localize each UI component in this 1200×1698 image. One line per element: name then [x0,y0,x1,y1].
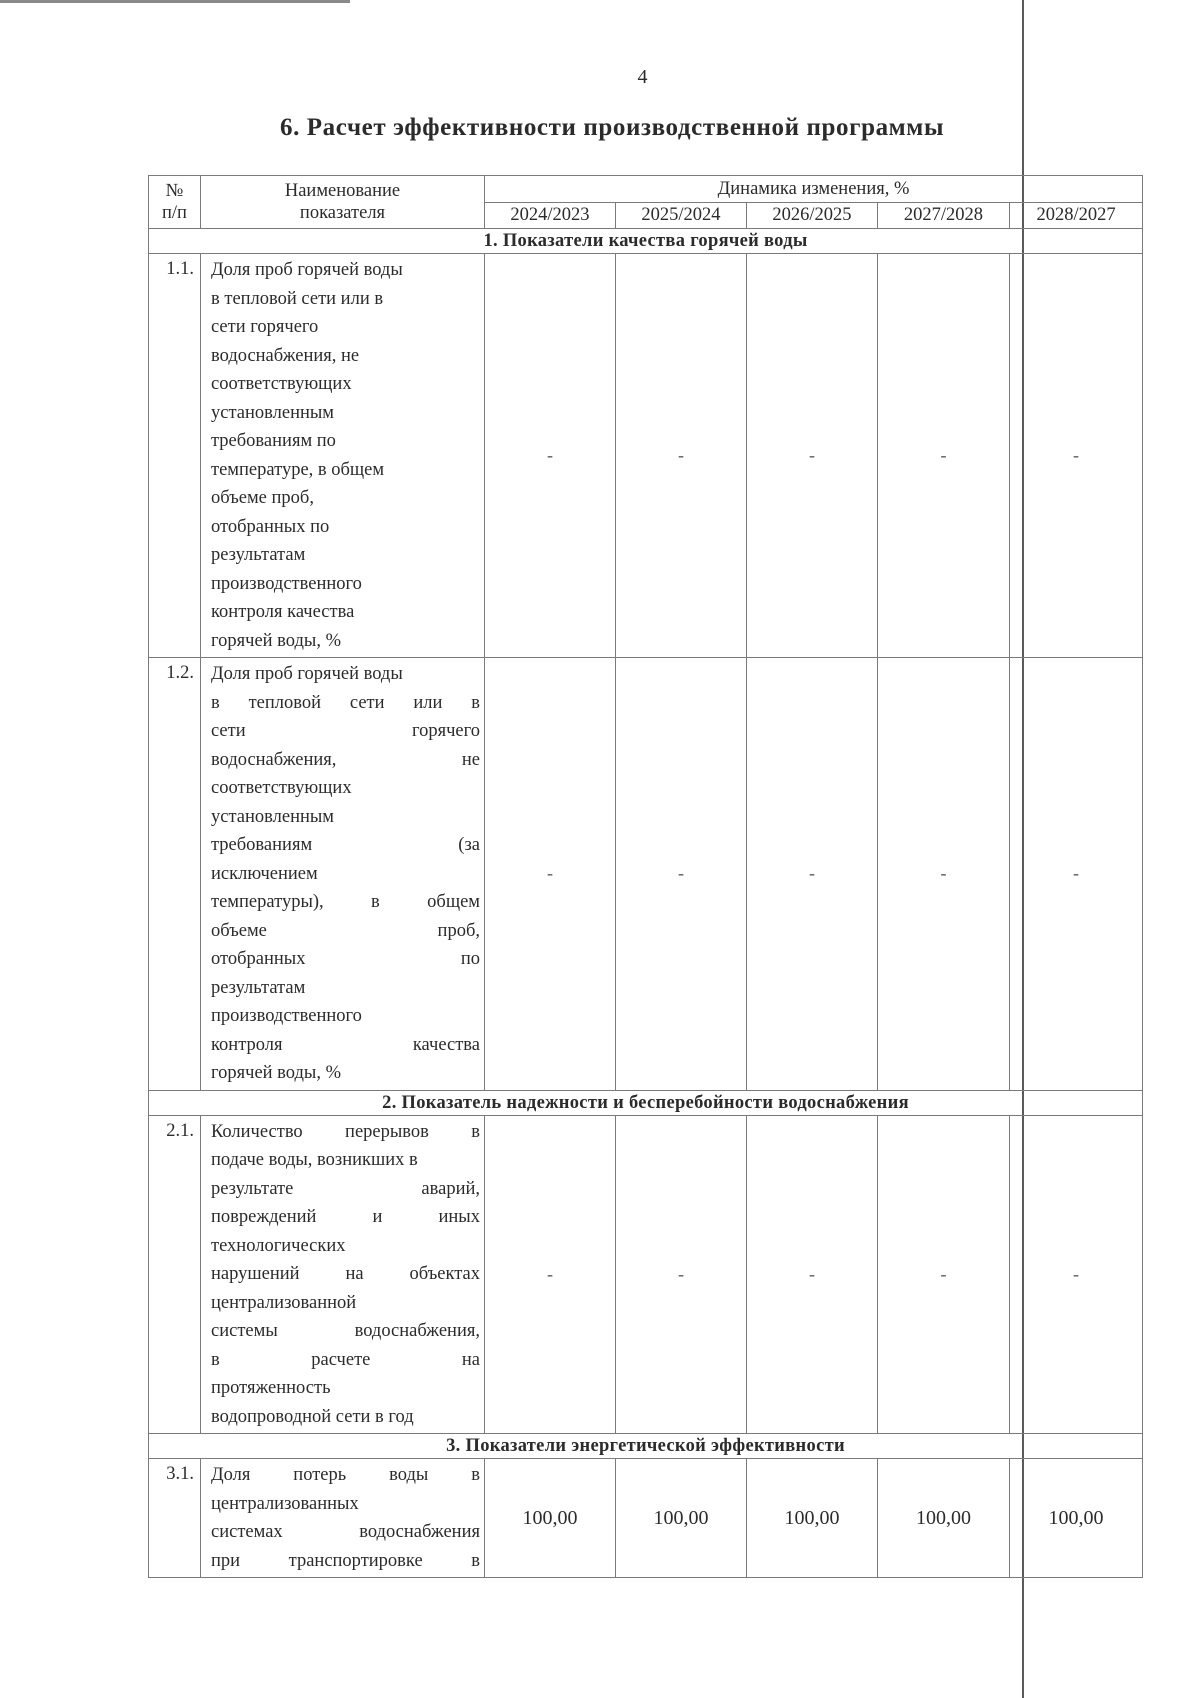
name-line: сети горячего [211,721,480,741]
value-cell: - [878,658,1010,1091]
name-line: протяженность [211,1378,331,1398]
section-row [149,1434,1143,1459]
name-line: требованиям по [211,431,336,451]
name-line: результате аварий, [211,1178,480,1199]
name-line: результатам [211,977,306,998]
name-line: объеме проб, [211,488,314,508]
value-cell: - [747,658,878,1091]
name-line: Доля потерь воды в [211,1465,480,1485]
row-number: 1.1. [149,254,201,658]
page-number: 4 [637,66,648,88]
value-cell: - [1010,658,1143,1091]
name-line: водоснабжения, не [211,749,480,770]
name-line: отобранных по [211,949,480,969]
indicator-name [201,1115,485,1434]
year-header: 2028/2027 [1010,203,1143,229]
name-line: водопроводной сети в год [211,1406,414,1427]
name-line: централизованных [211,1493,359,1514]
name-line: Доля проб горячей воды [211,260,403,280]
section-row [149,229,1143,254]
name-line: системах водоснабжения [211,1522,480,1542]
name-line: соответствующих [211,778,352,798]
name-line: контроля качества [211,1034,480,1055]
header-name-cell [201,176,485,229]
section-title: 2. Показатель надежности и бесперебойности водоснабжения [149,1090,1143,1115]
indicator-name [201,1459,485,1578]
year-header: 2024/2023 [485,203,616,229]
name-line: температуры), в общем [211,892,480,912]
value-cell: 100,00 [747,1459,878,1578]
value-cell: - [485,658,616,1091]
section-title: 3. Показатели энергетической эффективности [149,1434,1143,1459]
name-line: Количество перерывов в [211,1121,480,1142]
row-number: 1.2. [149,658,201,1091]
name-line: повреждений и иных [211,1207,480,1227]
header-num-cell [149,176,201,229]
name-line: объеме проб, [211,920,480,941]
value-cell: - [616,658,747,1091]
indicator-name [201,254,485,658]
name-line: результатам [211,545,306,565]
value-cell: - [747,1115,878,1434]
header-num-line1: № [165,181,184,201]
name-line: сети горячего [211,317,319,337]
value-cell: 100,00 [616,1459,747,1578]
value-cell: 100,00 [1010,1459,1143,1578]
value-cell: - [616,254,747,658]
name-line: производственного [211,573,362,594]
table-row [149,1459,1143,1578]
value-cell: - [616,1115,747,1434]
year-header: 2026/2025 [747,203,878,229]
table-row [149,1115,1143,1434]
value-cell: - [1010,1115,1143,1434]
value-cell: 100,00 [878,1459,1010,1578]
name-line: отобранных по [211,516,330,537]
name-line: в тепловой сети или в [211,288,384,309]
name-line: при транспортировке в [211,1550,480,1571]
name-line: Доля проб горячей воды [211,664,403,684]
name-line: контроля качества [211,602,355,622]
name-line: исключением [211,863,318,884]
name-line: производственного [211,1006,362,1026]
table-header-row [149,176,1143,203]
name-line: нарушений на объектах [211,1264,480,1284]
name-line: централизованной [211,1292,357,1313]
value-cell: - [485,254,616,658]
name-line: подаче воды, возникших в [211,1150,418,1170]
name-line: системы водоснабжения, [211,1321,480,1341]
section-row [149,1090,1143,1115]
name-line: технологических [211,1235,346,1256]
section-title: 1. Показатели качества горячей воды [149,229,1143,254]
name-line: требованиям (за [211,835,480,855]
table-row [149,658,1143,1091]
efficiency-table [148,175,1143,1578]
value-cell: - [1010,254,1143,658]
value-cell: - [878,254,1010,658]
row-number: 2.1. [149,1115,201,1434]
header-dynamics: Динамика изменения, % [485,176,1143,203]
header-num-line2: п/п [162,203,187,223]
page-title: 6. Расчет эффективности производственной программы [280,114,945,141]
indicator-name [201,658,485,1091]
value-cell: - [878,1115,1010,1434]
name-line: температуре, в общем [211,459,385,480]
name-line: установленным [211,402,335,423]
header-name-line2: показателя [299,203,386,223]
value-cell: - [747,254,878,658]
name-line: горячей воды, % [211,630,342,651]
year-header: 2025/2024 [616,203,747,229]
name-line: установленным [211,806,335,827]
name-line: водоснабжения, не [211,345,360,366]
name-line: в расчете на [211,1349,480,1370]
row-number: 3.1. [149,1459,201,1578]
name-line: горячей воды, % [211,1063,342,1083]
header-name-line1: Наименование [284,181,401,201]
year-header: 2027/2028 [878,203,1010,229]
value-cell: - [485,1115,616,1434]
value-cell: 100,00 [485,1459,616,1578]
table-row [149,254,1143,658]
name-line: в тепловой сети или в [211,692,480,713]
name-line: соответствующих [211,374,352,394]
scan-edge-mark [0,0,350,3]
